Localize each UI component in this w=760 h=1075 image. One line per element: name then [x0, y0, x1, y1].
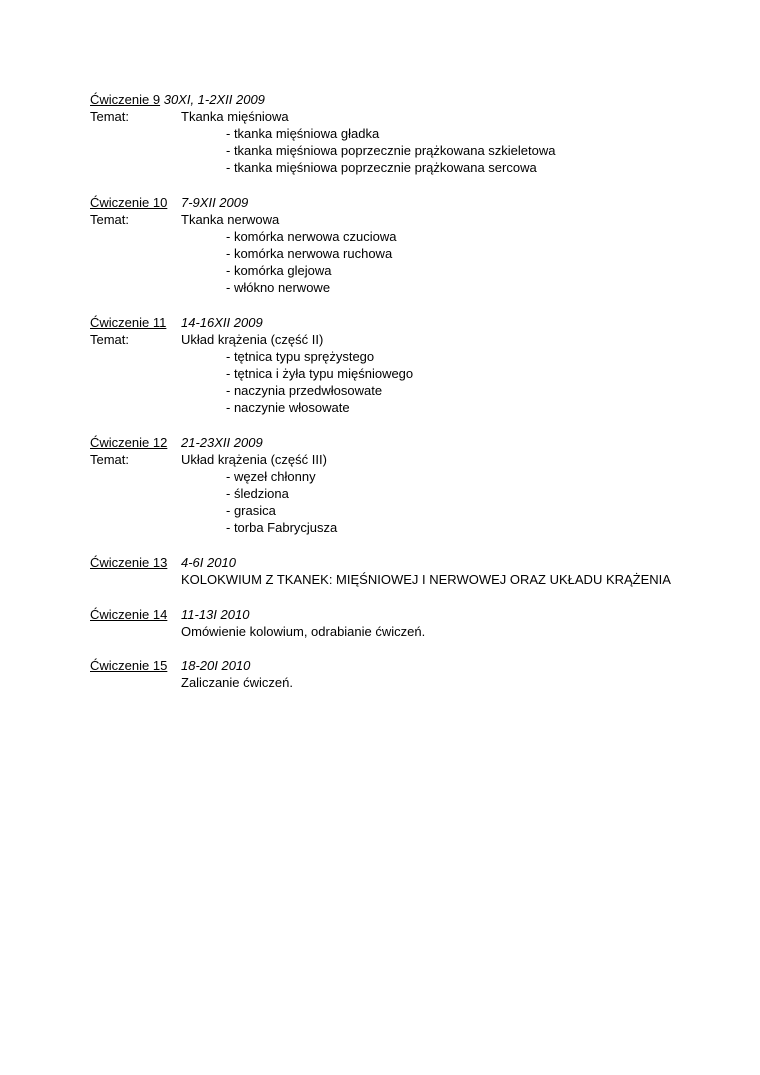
list-item: - naczynie włosowate: [226, 400, 350, 415]
topic-row: [90, 108, 730, 125]
list-item: - tkanka mięśniowa poprzecznie prążkowana szkieletowa: [226, 143, 556, 158]
exercise-header: [90, 434, 730, 451]
list-item: - naczynia przedwłosowate: [226, 383, 383, 398]
list-item: - torba Fabrycjusza: [226, 520, 338, 535]
temat-label: Temat:: [90, 109, 130, 124]
topic-title: Tkanka mięśniowa: [181, 109, 289, 124]
list-item: - grasica: [226, 503, 276, 518]
list-item: - tętnica i żyła typu mięśniowego: [226, 366, 414, 381]
list-item: - komórka nerwowa ruchowa: [226, 246, 393, 261]
list-item: - węzeł chłonny: [226, 469, 316, 484]
exercise-header: [90, 554, 730, 571]
exercise-header: [90, 657, 730, 674]
exercise-heading: Ćwiczenie 15: [90, 658, 168, 673]
topic-row: [90, 331, 730, 348]
exercise-date: 14-16XII 2009: [181, 315, 263, 330]
exercise-date: 11-13I 2010: [181, 607, 250, 622]
exercise-header: [90, 91, 730, 108]
topic-row: [90, 211, 730, 228]
exercise-9: [90, 91, 730, 176]
exercise-date: 18-20I 2010: [181, 658, 251, 673]
exercise-heading: Ćwiczenie 10: [90, 195, 168, 210]
exercise-date: 21-23XII 2009: [181, 435, 263, 450]
temat-label: Temat:: [90, 332, 130, 347]
exercise-14: [90, 606, 730, 640]
exercise-header: [90, 606, 730, 623]
list-item: - włókno nerwowe: [226, 280, 331, 295]
exercise-date: 30XI, 1-2XII 2009: [163, 92, 265, 107]
exercise-text: Zaliczanie ćwiczeń.: [181, 675, 293, 690]
exercise-header: [90, 314, 730, 331]
exercise-heading: Ćwiczenie 11: [90, 315, 167, 330]
exercise-15: [90, 657, 730, 691]
topic-row: [90, 451, 730, 468]
exercise-text: KOLOKWIUM Z TKANEK: MIĘŚNIOWEJ I NERWOWEJ ORAZ UKŁADU KRĄŻENIA: [181, 572, 671, 587]
exercise-heading: Ćwiczenie 12: [90, 435, 168, 450]
topic-title: Układ krążenia (część III): [181, 452, 327, 467]
temat-label: Temat:: [90, 452, 130, 467]
list-item: - tętnica typu sprężystego: [226, 349, 375, 364]
list-item: - komórka glejowa: [226, 263, 332, 278]
list-item: - tkanka mięśniowa poprzecznie prążkowana sercowa: [226, 160, 537, 175]
topic-title: Układ krążenia (część II): [181, 332, 324, 347]
list-item: - komórka nerwowa czuciowa: [226, 229, 397, 244]
exercise-header: [90, 194, 730, 211]
exercise-12: [90, 434, 730, 536]
exercise-text-row: [90, 623, 730, 640]
exercise-11: [90, 314, 730, 416]
exercise-text: Omówienie kolowium, odrabianie ćwiczeń.: [181, 624, 426, 639]
exercise-10: [90, 194, 730, 296]
exercise-date: 7-9XII 2009: [181, 195, 249, 210]
exercise-heading: Ćwiczenie 14: [90, 607, 168, 622]
exercise-text-row: [90, 571, 730, 588]
list-item: - tkanka mięśniowa gładka: [226, 126, 380, 141]
exercise-heading: Ćwiczenie 13: [90, 555, 168, 570]
topic-title: Tkanka nerwowa: [181, 212, 280, 227]
list-item: - śledziona: [226, 486, 289, 501]
exercise-13: [90, 554, 730, 588]
exercise-heading: Ćwiczenie 9: [90, 92, 161, 107]
temat-label: Temat:: [90, 212, 130, 227]
exercise-text-row: [90, 674, 730, 691]
exercise-date: 4-6I 2010: [181, 555, 236, 570]
